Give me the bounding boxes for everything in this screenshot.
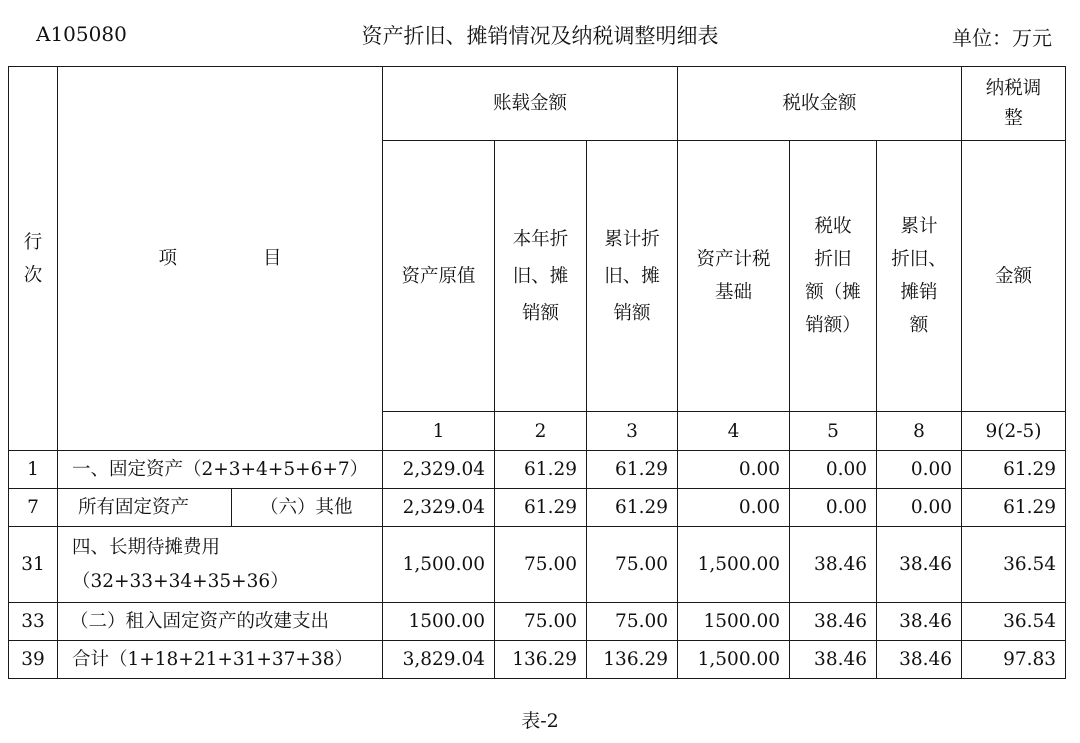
tax-depreciation-cell: 38.46 (790, 603, 877, 641)
current-depreciation-cell: 136.29 (495, 641, 587, 679)
tax-depreciation-cell: 38.46 (790, 641, 877, 679)
depreciation-table (8, 66, 1066, 679)
tax-basis-cell: 0.00 (678, 451, 790, 489)
tax-depreciation-cell: 0.00 (790, 451, 877, 489)
tax-accumulated-depreciation-cell: 38.46 (877, 641, 962, 679)
book-accumulated-depreciation-cell: 61.29 (587, 489, 678, 527)
column-number-9: 9(2-5) (962, 412, 1066, 451)
tax-depreciation-cell: 0.00 (790, 489, 877, 527)
book-amount-group-header: 账载金额 (383, 67, 678, 141)
tax-accumulated-depreciation-header: 累计 折旧、 摊销 额 (877, 141, 962, 412)
item-label (58, 527, 383, 603)
tax-accumulated-depreciation-cell: 0.00 (877, 489, 962, 527)
item-header-right: 目 (263, 248, 282, 269)
table-row (9, 527, 1066, 603)
adjustment-amount-header: 金额 (962, 141, 1066, 412)
table-row-total (9, 641, 1066, 679)
tax-accumulated-depreciation-cell: 0.00 (877, 451, 962, 489)
tax-basis-cell: 1,500.00 (678, 641, 790, 679)
original-value-cell: 1,500.00 (383, 527, 495, 603)
item-subcategory-label: （六）其他 (232, 489, 383, 527)
table-caption: 表-2 (521, 710, 559, 732)
adjustment-amount-cell: 97.83 (962, 641, 1066, 679)
item-label: 合计（1+18+21+31+37+38） (58, 641, 383, 679)
report-title: 资产折旧、摊销情况及纳税调整明细表 (361, 24, 719, 48)
item-label: 一、固定资产（2+3+4+5+6+7） (58, 451, 383, 489)
current-depreciation-cell: 75.00 (495, 603, 587, 641)
tax-basis-cell: 1,500.00 (678, 527, 790, 603)
book-accumulated-depreciation-cell: 136.29 (587, 641, 678, 679)
tax-basis-cell: 0.00 (678, 489, 790, 527)
original-value-cell: 1500.00 (383, 603, 495, 641)
tax-amount-group-header: 税收金额 (678, 67, 962, 141)
tax-basis-header: 资产计税 基础 (678, 141, 790, 412)
column-number-2: 2 (495, 412, 587, 451)
current-depreciation-cell: 61.29 (495, 489, 587, 527)
tax-accumulated-depreciation-cell: 38.46 (877, 527, 962, 603)
row-number-header: 行 次 (9, 67, 58, 451)
original-value-cell: 2,329.04 (383, 451, 495, 489)
header-row-groups (9, 67, 1066, 141)
adjustment-amount-cell: 36.54 (962, 603, 1066, 641)
original-value-header: 资产原值 (383, 141, 495, 412)
row-number: 7 (9, 489, 58, 527)
original-value-cell: 2,329.04 (383, 489, 495, 527)
book-accumulated-depreciation-header: 累计折 旧、摊 销额 (587, 141, 678, 412)
book-accumulated-depreciation-cell: 75.00 (587, 603, 678, 641)
report-header (0, 14, 1080, 54)
column-number-4: 4 (678, 412, 790, 451)
table-row (9, 451, 1066, 489)
item-header (58, 67, 383, 451)
adjustment-amount-cell: 61.29 (962, 489, 1066, 527)
item-label-line-2: （32+33+34+35+36） (72, 570, 289, 592)
item-header-left: 项 (158, 248, 177, 269)
row-number: 31 (9, 527, 58, 603)
item-label-line-1: 四、长期待摊费用 (72, 536, 221, 558)
form-code: A105080 (36, 22, 127, 46)
tax-accumulated-depreciation-cell: 38.46 (877, 603, 962, 641)
tax-basis-cell: 1500.00 (678, 603, 790, 641)
unit-label: 单位：万元 (952, 26, 1052, 50)
tax-depreciation-header: 税收 折旧 额（摊 销额） (790, 141, 877, 412)
current-depreciation-cell: 61.29 (495, 451, 587, 489)
column-number-8: 8 (877, 412, 962, 451)
adjustment-amount-cell: 61.29 (962, 451, 1066, 489)
row-number: 1 (9, 451, 58, 489)
column-number-1: 1 (383, 412, 495, 451)
original-value-cell: 3,829.04 (383, 641, 495, 679)
item-label: （二）租入固定资产的改建支出 (58, 603, 383, 641)
row-number: 39 (9, 641, 58, 679)
table-row (9, 603, 1066, 641)
column-number-5: 5 (790, 412, 877, 451)
tax-depreciation-cell: 38.46 (790, 527, 877, 603)
table-row (9, 489, 1066, 527)
book-accumulated-depreciation-cell: 75.00 (587, 527, 678, 603)
column-number-3: 3 (587, 412, 678, 451)
book-accumulated-depreciation-cell: 61.29 (587, 451, 678, 489)
current-depreciation-header: 本年折 旧、摊 销额 (495, 141, 587, 412)
row-number: 33 (9, 603, 58, 641)
tax-adjustment-group-header: 纳税调 整 (962, 67, 1066, 141)
adjustment-amount-cell: 36.54 (962, 527, 1066, 603)
item-category-label: 所有固定资产 (58, 489, 232, 527)
current-depreciation-cell: 75.00 (495, 527, 587, 603)
